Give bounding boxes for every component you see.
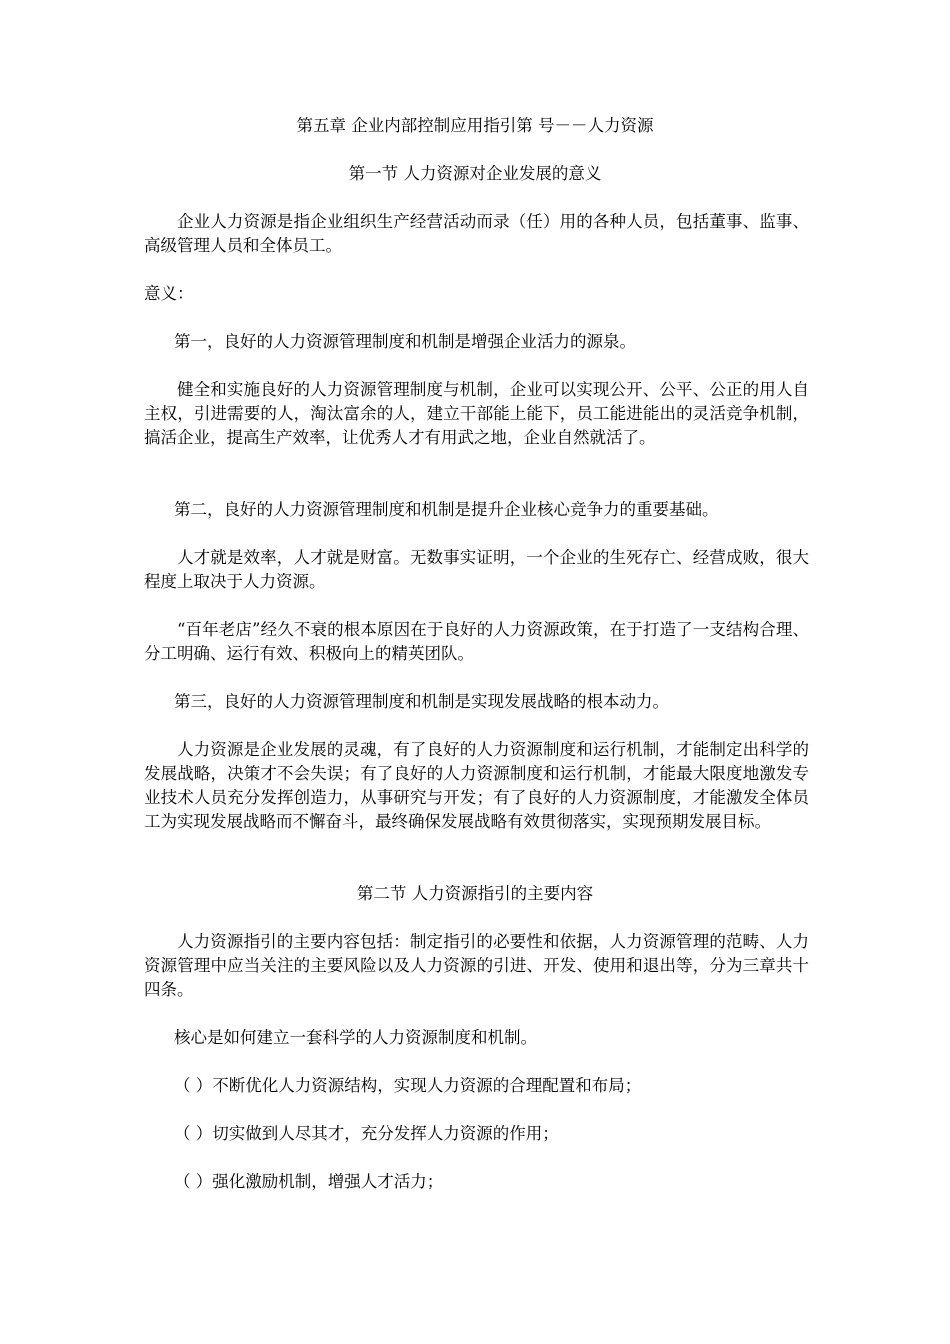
list-item: （ ）强化激励机制，增强人才活力； [174, 1172, 444, 1191]
list-item: （ ）切实做到人尽其才，充分发挥人力资源的作用； [174, 1124, 559, 1143]
point-3-heading: 第三，良好的人力资源管理制度和机制是实现发展战略的根本动力。 [174, 692, 669, 711]
point-2-heading: 第二，良好的人力资源管理制度和机制是提升企业核心竞争力的重要基础。 [174, 500, 719, 519]
point-1-heading: 第一，良好的人力资源管理制度和机制是增强企业活力的源泉。 [174, 332, 636, 351]
chapter-title: 第五章 企业内部控制应用指引第 号－－人力资源 [296, 116, 654, 135]
significance-label: 意义： [144, 284, 194, 303]
section-2-title: 第二节 人力资源指引的主要内容 [356, 884, 594, 903]
section-2-body: 人力资源指引的主要内容包括：制定指引的必要性和依据，人力资源管理的范畴、人力资源管理中应当关注的主要风险以及人力资源的引进、开发、使用和退出等，分为三章共十四条。 [144, 932, 809, 999]
point-1-body: 健全和实施良好的人力资源管理制度与机制，企业可以实现公开、公平、公正的用人自主权，引进需要的人，淘汰富余的人，建立干部能上能下，员工能进能出的灵活竞争机制，搞活企业，提高生产效率，让优秀人才有用武之地，企业自然就活了。 [144, 380, 809, 447]
point-2-body-1: 人才就是效率，人才就是财富。无数事实证明，一个企业的生死存亡、经营成败，很大程度上取决于人力资源。 [144, 548, 809, 591]
core-statement: 核心是如何建立一套科学的人力资源制度和机制。 [174, 1028, 537, 1047]
section-1-title: 第一节 人力资源对企业发展的意义 [348, 164, 602, 183]
list-item: （ ）不断优化人力资源结构，实现人力资源的合理配置和布局； [174, 1076, 642, 1095]
point-3-body: 人力资源是企业发展的灵魂，有了良好的人力资源制度和运行机制，才能制定出科学的发展战略，决策才不会失误；有了良好的人力资源制度和运行机制，才能最大限度地激发专业技术人员充分发挥创造力，从事研究与开发；有了良好的人力资源制度，才能激发全体员工为实现发展战略而不懈奋斗，最终确保发展战略有效贯彻落实，实现预期发展目标。 [144, 740, 809, 831]
point-2-body-2: “百年老店”经久不衰的根本原因在于良好的人力资源政策，在于打造了一支结构合理、分工明确、运行有效、积极向上的精英团队。 [144, 620, 809, 663]
definition-paragraph: 企业人力资源是指企业组织生产经营活动而录（任）用的各种人员，包括董事、监事、高级管理人员和全体员工。 [144, 212, 809, 255]
